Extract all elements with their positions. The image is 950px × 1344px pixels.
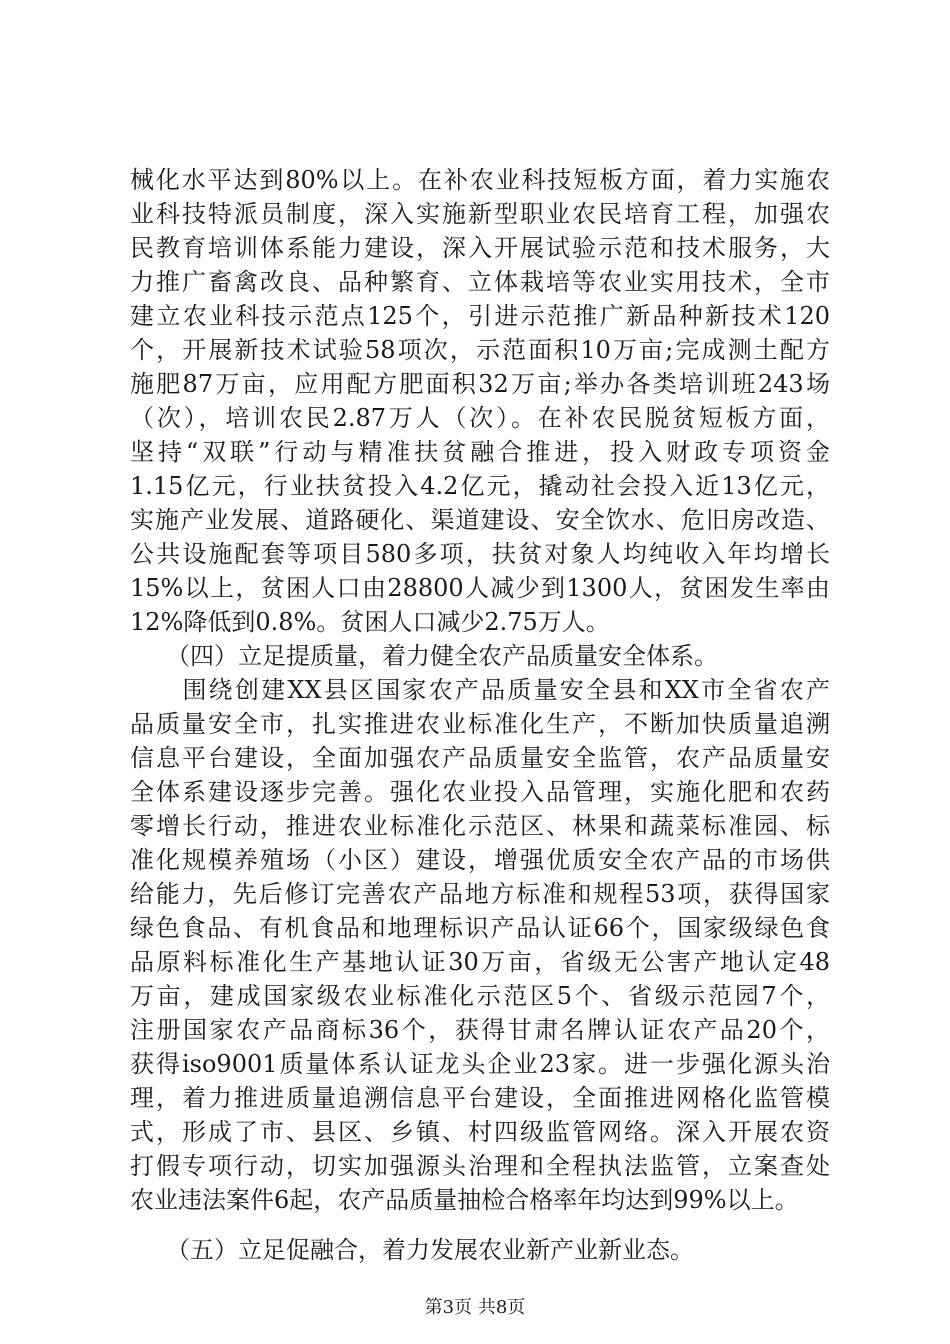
text-line: 给能力，先后修订完善农产品地方标准和规程53项，获得国家 bbox=[130, 880, 830, 908]
text-line: 公共设施配套等项目580多项，扶贫对象人均纯收入年均增长 bbox=[130, 540, 830, 568]
text-line: 注册国家农产品商标36个，获得甘肃名牌认证农产品20个， bbox=[130, 1016, 830, 1044]
text-line: （次），培训农民2.87万人（次）。在补农民脱贫短板方面， bbox=[130, 404, 830, 432]
text-line: 零增长行动，推进农业标准化示范区、林果和蔬菜标准园、标 bbox=[130, 812, 830, 840]
text-line: 民教育培训体系能力建设，深入开展试验示范和技术服务，大 bbox=[130, 234, 830, 262]
text-line: 打假专项行动，切实加强源头治理和全程执法监管，立案查处 bbox=[130, 1152, 830, 1180]
text-line: 绿色食品、有机食品和地理标识产品认证66个，国家级绿色食 bbox=[130, 914, 830, 942]
text-line: 农业违法案件6起，农产品质量抽检合格率年均达到99%以上。 bbox=[130, 1186, 799, 1214]
text-line: 械化水平达到80%以上。在补农业科技短板方面，着力实施农 bbox=[130, 166, 830, 194]
text-line: 12%降低到0.8%。贫困人口减少2.75万人。 bbox=[130, 608, 610, 636]
text-line: 式，形成了市、县区、乡镇、村四级监管网络。深入开展农资 bbox=[130, 1118, 830, 1146]
text-line: 准化规模养殖场（小区）建设，增强优质安全农产品的市场供 bbox=[130, 846, 830, 874]
text-line: 业科技特派员制度，深入实施新型职业农民培育工程，加强农 bbox=[130, 200, 830, 228]
text-line: 万亩，建成国家级农业标准化示范区5个、省级示范园7个， bbox=[130, 982, 830, 1010]
text-line: 坚持“双联”行动与精准扶贫融合推进，投入财政专项资金 bbox=[130, 438, 830, 466]
text-line: 1.15亿元，行业扶贫投入4.2亿元，撬动社会投入近13亿元， bbox=[130, 472, 830, 500]
text-line: 实施产业发展、道路硬化、渠道建设、安全饮水、危旧房改造、 bbox=[130, 506, 830, 534]
text-line: 品原料标准化生产基地认证30万亩，省级无公害产地认定48 bbox=[130, 948, 830, 976]
page-number-footer: 第3页 共8页 bbox=[424, 1297, 526, 1318]
text-line: 建立农业科技示范点125个，引进示范推广新品种新技术120 bbox=[130, 302, 830, 330]
text-line: 信息平台建设，全面加强农产品质量安全监管，农产品质量安 bbox=[130, 744, 830, 772]
text-line: 力推广畜禽改良、品种繁育、立体栽培等农业实用技术，全市 bbox=[130, 268, 830, 296]
section-heading: （五）立足促融合，着力发展农业新产业新业态。 bbox=[130, 1236, 694, 1264]
section-heading: （四）立足提质量，着力健全农产品质量安全体系。 bbox=[130, 642, 718, 670]
text-line: 围绕创建XX县区国家农产品质量安全县和XX市全省农产 bbox=[130, 676, 830, 704]
text-line: 施肥87万亩，应用配方肥面积32万亩;举办各类培训班243场 bbox=[130, 370, 830, 398]
text-line: 个，开展新技术试验58项次，示范面积10万亩;完成测土配方 bbox=[130, 336, 830, 364]
text-line: 品质量安全市，扎实推进农业标准化生产，不断加快质量追溯 bbox=[130, 710, 830, 738]
text-line: 理，着力推进质量追溯信息平台建设，全面推进网格化监管模 bbox=[130, 1084, 830, 1112]
text-line: 获得iso9001质量体系认证龙头企业23家。进一步强化源头治 bbox=[130, 1050, 830, 1078]
text-line: 全体系建设逐步完善。强化农业投入品管理，实施化肥和农药 bbox=[130, 778, 830, 806]
text-line: 15%以上，贫困人口由28800人减少到1300人，贫困发生率由 bbox=[130, 574, 830, 602]
